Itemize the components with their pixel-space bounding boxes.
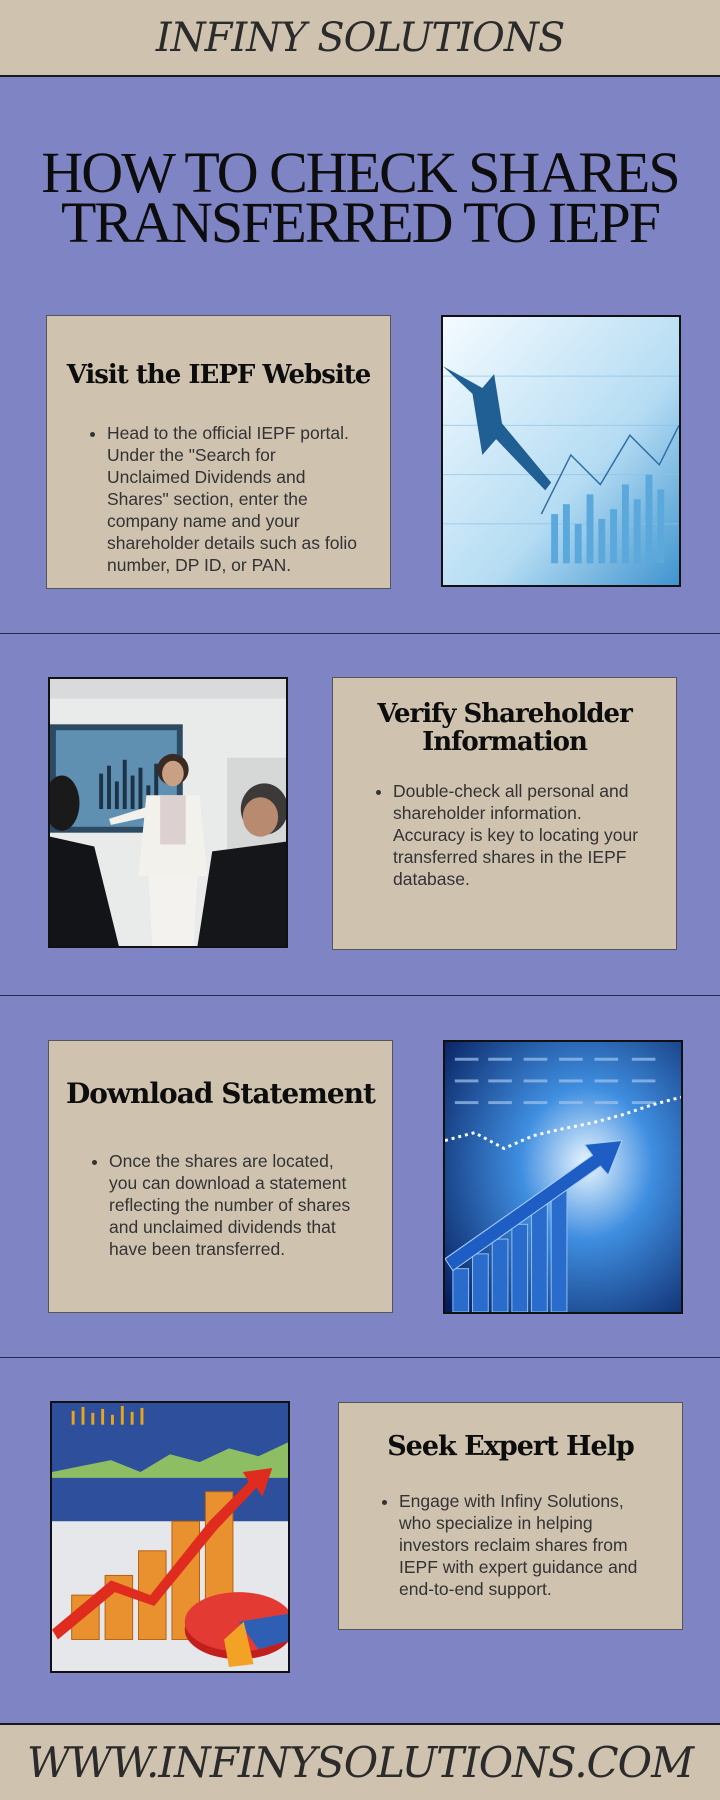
step-card-verify-information	[332, 677, 677, 950]
step-title: Download Statement	[66, 1077, 375, 1110]
footer-banner	[0, 1723, 720, 1800]
step-title: Seek Expert Help	[387, 1431, 634, 1462]
page-title-line-1: HOW TO CHECK SHARES	[41, 140, 679, 205]
page-title	[0, 140, 720, 255]
rising-chart-image	[443, 1040, 683, 1314]
step-title	[363, 700, 646, 756]
step-title-line-2: Information	[422, 727, 587, 757]
step-card-visit-website	[46, 315, 391, 589]
step-title: Visit the IEPF Website	[66, 360, 371, 390]
website-url[interactable]: WWW.INFINYSOLUTIONS.COM	[26, 1738, 694, 1787]
step-text: • Double-check all personal and shareholder information. Accuracy is key to locating your transferred shares in the IEPF database.	[393, 780, 646, 890]
step-text: • Head to the official IEPF portal. Under the "Search for Unclaimed Dividends and Shares" section, enter the company name and your shareholder details such as folio number, DP ID, or PAN.	[107, 422, 360, 576]
header-banner	[0, 0, 720, 77]
3d-bar-chart-image	[50, 1401, 290, 1673]
page-title-line-2: TRANSFERRED TO IEPF	[61, 190, 659, 255]
section-divider	[0, 1357, 720, 1358]
brand-name: INFINY SOLUTIONS	[155, 14, 565, 61]
presentation-photo	[48, 677, 288, 948]
falling-chart-image	[441, 315, 681, 587]
step-card-download-statement	[48, 1040, 393, 1313]
step-card-expert-help	[338, 1402, 683, 1630]
step-text: • Once the shares are located, you can download a statement reflecting the number of shares and unclaimed dividends that have been transferred.	[109, 1150, 362, 1260]
step-title-line-1: Verify Shareholder	[377, 699, 632, 729]
section-divider	[0, 633, 720, 634]
section-divider	[0, 995, 720, 996]
step-text: • Engage with Infiny Solutions, who specialize in helping investors reclaim shares from IEPF with expert guidance and end-to-end support.	[399, 1490, 652, 1600]
